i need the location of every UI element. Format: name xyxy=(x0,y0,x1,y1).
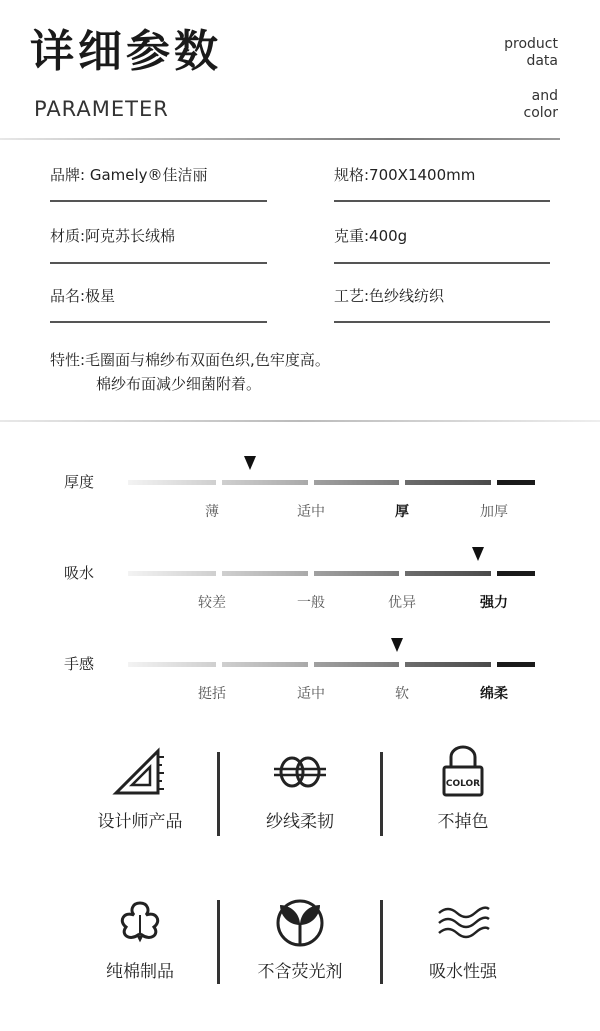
icon-divider xyxy=(217,752,220,836)
feature-text xyxy=(50,348,330,396)
icon-divider xyxy=(380,900,383,984)
scale-marker xyxy=(391,638,403,652)
spec-material: 材质:阿克苏长绒棉 xyxy=(50,227,176,245)
scale-segment xyxy=(314,662,399,667)
spec-weight: 克重:400g xyxy=(334,227,408,245)
feature-line-1: 特性:毛圈面与棉纱布双面色织,色牢度高。 xyxy=(50,351,330,369)
feature-colorfast xyxy=(393,745,533,832)
scale-segment xyxy=(405,662,491,667)
feature-line-2: 棉纱布面减少细菌附着。 xyxy=(96,375,262,393)
spec-divider xyxy=(334,200,550,202)
scale-tick-label: 适中 xyxy=(297,686,325,702)
spec-craft: 工艺:色纱线纺织 xyxy=(334,287,445,305)
spec-divider xyxy=(50,321,267,323)
scale-segment xyxy=(497,662,535,667)
scale-marker xyxy=(472,547,484,561)
feature-designer xyxy=(70,745,210,832)
feature-label: 不含荧光剂 xyxy=(257,962,343,982)
feature-label: 不掉色 xyxy=(437,812,489,832)
scale-segment xyxy=(497,480,535,485)
icon-divider xyxy=(217,900,220,984)
scale-tick-label: 绵柔 xyxy=(480,686,508,702)
scale-segment xyxy=(497,571,535,576)
spec-divider xyxy=(50,200,267,202)
side-caption-line: product xyxy=(504,36,558,52)
feature-label: 设计师产品 xyxy=(97,812,183,832)
scale-tick-label: 较差 xyxy=(198,595,226,611)
header-divider xyxy=(0,138,560,140)
cotton-boll-icon xyxy=(110,895,170,947)
feature-label: 纱线柔韧 xyxy=(266,812,334,832)
side-caption-bottom xyxy=(524,88,558,122)
scale-tick-label: 软 xyxy=(395,686,409,702)
scale-segment xyxy=(128,662,216,667)
scale-segment xyxy=(222,662,308,667)
scale-segment xyxy=(314,571,399,576)
scale-tick-label: 挺括 xyxy=(198,686,226,702)
spec-divider xyxy=(50,262,267,264)
side-caption-top xyxy=(504,36,558,70)
ruler-triangle-icon xyxy=(110,745,170,797)
feature-absorbent xyxy=(393,895,533,982)
knot-icon xyxy=(270,745,330,797)
side-caption-line: color xyxy=(523,105,558,121)
section-divider xyxy=(0,420,600,422)
spec-brand: 品牌: Gamely®佳洁丽 xyxy=(50,166,208,184)
scale-tick-label: 适中 xyxy=(297,504,325,520)
scale-segment xyxy=(405,480,491,485)
feature-label: 吸水性强 xyxy=(429,962,497,982)
scale-tick-label: 加厚 xyxy=(480,504,508,520)
spec-name: 品名:极星 xyxy=(50,287,116,305)
feature-label: 纯棉制品 xyxy=(106,962,174,982)
side-caption-line: data xyxy=(526,53,558,69)
spec-divider xyxy=(334,262,550,264)
waves-icon xyxy=(433,895,493,947)
scale-label: 手感 xyxy=(64,655,95,673)
feature-no-fluorescent xyxy=(230,895,370,982)
scale-tick-label: 薄 xyxy=(205,504,219,520)
scale-tick-label: 强力 xyxy=(480,595,508,611)
scale-label: 厚度 xyxy=(64,473,95,491)
scale-tick-label: 厚 xyxy=(395,504,409,520)
scale-marker xyxy=(244,456,256,470)
scale-label: 吸水 xyxy=(64,564,95,582)
sprout-icon xyxy=(270,895,330,947)
scale-segment xyxy=(128,571,216,576)
scale-segment xyxy=(222,571,308,576)
scale-segment xyxy=(314,480,399,485)
icon-divider xyxy=(380,752,383,836)
page-subtitle: PARAMETER xyxy=(34,97,169,121)
page-title: 详细参数 xyxy=(30,26,222,77)
scale-tick-label: 优异 xyxy=(388,595,416,611)
scale-segment xyxy=(222,480,308,485)
scale-segment xyxy=(128,480,216,485)
scale-tick-label: 一般 xyxy=(297,595,325,611)
spec-size: 规格:700X1400mm xyxy=(334,166,476,184)
spec-divider xyxy=(334,321,550,323)
padlock-color-icon xyxy=(433,745,493,797)
feature-cotton xyxy=(70,895,210,982)
padlock-badge: COLOR xyxy=(445,779,481,789)
feature-yarn xyxy=(230,745,370,832)
scale-segment xyxy=(405,571,491,576)
side-caption-line: and xyxy=(531,88,558,104)
